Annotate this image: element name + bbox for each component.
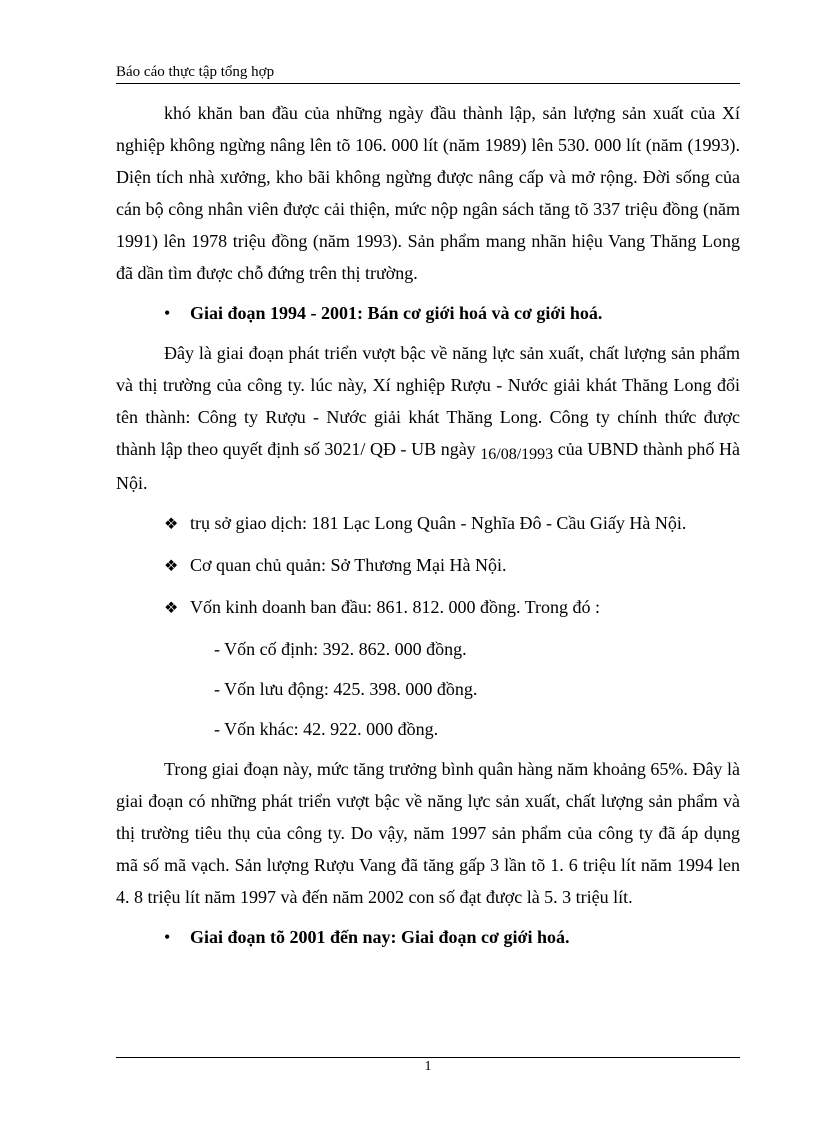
page-number: 1 [424,1059,432,1074]
info-item-managing-agency [116,549,740,583]
paragraph-intro: khó khăn ban đầu của những ngày đầu thành lập, sản lượng sản xuất của Xí nghiệp không ngừng nâng lên tõ 106. 000 lít (năm 1989) lên 530. 000 lít (năm (1993). Diện tích nhà xưởng, kho bãi không ngừng được nâng cấp và mở rộng. Đời sống của cán bộ công nhân viên được cải thiện, mức nộp ngân sách tăng tõ 337 triệu đồng (năm 1991) lên 1978 triệu đồng (năm 1993). Sản phẩm mang nhãn hiệu Vang Thăng Long đã dần tìm được chỗ đứng trên thị trường. [116,103,740,283]
section-heading-text: Giai đoạn 1994 - 2001: Bán cơ giới hoá và cơ giới hoá. [190,303,603,323]
section-heading-2001-present [116,921,740,953]
capital-other: - Vốn khác: 42. 922. 000 đồng. [214,719,439,739]
info-item-address [116,507,740,541]
founding-date: 16/08/1993 [480,446,554,463]
bullet-dot-icon: • [164,927,171,947]
four-diamond-bullet-icon: ❖ [164,516,179,533]
running-header: Báo cáo thực tập tổng hợp [116,64,275,80]
bullet-dot-icon: • [164,303,171,323]
four-diamond-bullet-icon: ❖ [164,600,179,617]
info-item-text: trụ sở giao dịch: 181 Lạc Long Quân - Nghĩa Đô - Cầu Giấy Hà Nội. [190,513,687,533]
capital-fixed: - Vốn cố định: 392. 862. 000 đồng. [214,639,467,659]
section-heading-1994-2001 [116,297,740,329]
paragraph-growth: Trong giai đoạn này, mức tăng trưởng bình quân hàng năm khoảng 65%. Đây là giai đoạn có những phát triển vượt bậc về năng lực sản xuất, chất lượng sản phẩm và thị trường tiêu thụ của công ty. Do vậy, năm 1997 sản phẩm của công ty đã áp dụng mã số mã vạch. Sản lượng Rượu Vang đã tăng gấp 3 lần tõ 1. 6 triệu lít năm 1994 len 4. 8 triệu lít năm 1997 và đến năm 2002 con số đạt được là 5. 3 triệu lít. [116,759,740,907]
info-item-text: Vốn kinh doanh ban đầu: 861. 812. 000 đồng. Trong đó : [190,597,601,617]
page-body [116,97,740,953]
paragraph-company-founding [116,337,740,499]
founding-text: Đây là giai đoạn phát triển vượt bậc về năng lực sản xuất, chất lượng sản phẩm và thị trường của công ty. lúc này, Xí nghiệp Rượu - Nước giải khát Thăng Long đổi tên thành: Công ty Rượu - Nước giải khát Thăng Long. Công ty chính thức được thành lập theo quyết định số 3021/ QĐ - UB ngày [116,343,740,459]
info-item-initial-capital [116,591,740,625]
founding-issuer: của UBND thành phố Hà Nội. [116,439,740,493]
four-diamond-bullet-icon: ❖ [164,558,179,575]
section-heading-text: Giai đoạn tõ 2001 đến nay: Giai đoạn cơ giới hoá. [190,927,570,947]
header-divider [116,83,740,84]
capital-working: - Vốn lưu động: 425. 398. 000 đồng. [214,679,478,699]
info-item-text: Cơ quan chủ quản: Sở Thương Mại Hà Nội. [190,555,507,575]
